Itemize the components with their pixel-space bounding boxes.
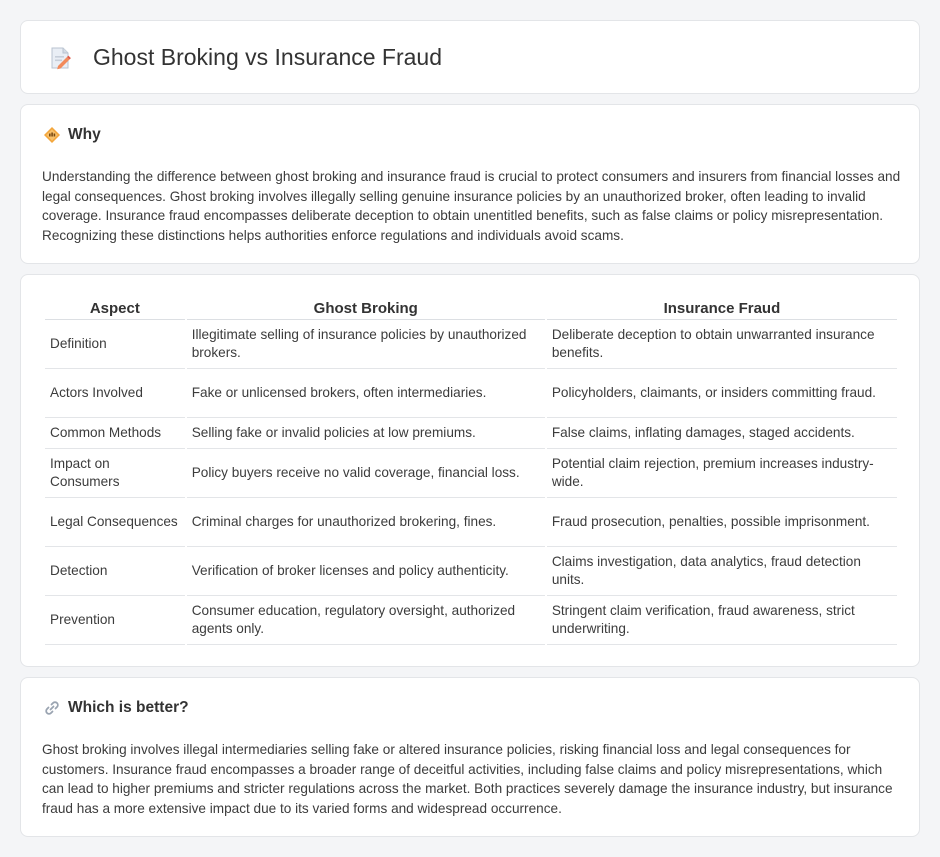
row-aspect: Impact on Consumers [45,449,185,498]
row-ghost-broking: Fake or unlicensed brokers, often intermediaries. [187,369,545,418]
row-aspect: Prevention [45,596,185,645]
row-aspect: Common Methods [45,418,185,449]
header-aspect: Aspect [45,296,185,320]
row-ghost-broking: Selling fake or invalid policies at low premiums. [187,418,545,449]
row-insurance-fraud: Potential claim rejection, premium increases industry-wide. [547,449,897,498]
table-row [45,320,897,369]
row-insurance-fraud: Claims investigation, data analytics, fraud detection units. [547,547,897,596]
row-insurance-fraud: Deliberate deception to obtain unwarranted insurance benefits. [547,320,897,369]
row-insurance-fraud: False claims, inflating damages, staged accidents. [547,418,897,449]
title-row [47,44,442,71]
page-title: Ghost Broking vs Insurance Fraud [93,44,442,70]
row-insurance-fraud: Policyholders, claimants, or insiders committing fraud. [547,369,897,418]
row-ghost-broking: Verification of broker licenses and policy authenticity. [187,547,545,596]
link-icon [43,699,61,717]
table-row [45,418,897,449]
table-row [45,498,897,547]
document-pencil-icon [47,45,73,71]
row-insurance-fraud: Fraud prosecution, penalties, possible imprisonment. [547,498,897,547]
which-better-card [20,677,920,837]
row-insurance-fraud: Stringent claim verification, fraud awareness, strict underwriting. [547,596,897,645]
header-ghost-broking: Ghost Broking [187,296,545,320]
row-aspect: Detection [45,547,185,596]
diamond-warning-icon [43,126,61,144]
row-ghost-broking: Policy buyers receive no valid coverage, financial loss. [187,449,545,498]
comparison-card [20,274,920,667]
row-aspect: Definition [45,320,185,369]
table-row [45,449,897,498]
title-card [20,20,920,94]
row-aspect: Actors Involved [45,369,185,418]
table-header-row [45,296,897,320]
why-body: Understanding the difference between ghost broking and insurance fraud is crucial to protect consumers and insurers from financial losses and legal consequences. Ghost broking involves illegally selling genuine insurance policies by an unauthorized broker, often leading to invalid coverage. Insurance fraud encompasses deliberate deception to obtain unentitled benefits, such as false claims or policy misrepresentation. Recognizing these distinctions helps authorities enforce regulations and individuals avoid scams. [42,169,901,243]
why-card [20,104,920,264]
better-header [43,699,189,717]
header-insurance-fraud: Insurance Fraud [547,296,897,320]
row-ghost-broking: Illegitimate selling of insurance policies by unauthorized brokers. [187,320,545,369]
table-row [45,369,897,418]
row-aspect: Legal Consequences [45,498,185,547]
why-header [43,126,101,144]
row-ghost-broking: Consumer education, regulatory oversight, authorized agents only. [187,596,545,645]
row-ghost-broking: Criminal charges for unauthorized brokering, fines. [187,498,545,547]
better-heading: Which is better? [68,699,189,716]
better-body: Ghost broking involves illegal intermediaries selling fake or altered insurance policies, risking financial loss and legal consequences for customers. Insurance fraud encompasses a broader range of deceitful activities, including false claims and policy misrepresentations, which can lead to higher premiums and stricter regulations across the market. Both practices severely damage the insurance industry, but insurance fraud has a more extensive impact due to its varied forms and widespread occurrence. [42,742,893,816]
table-row [45,596,897,645]
comparison-table [43,296,899,645]
table-row [45,547,897,596]
why-heading: Why [68,126,101,143]
